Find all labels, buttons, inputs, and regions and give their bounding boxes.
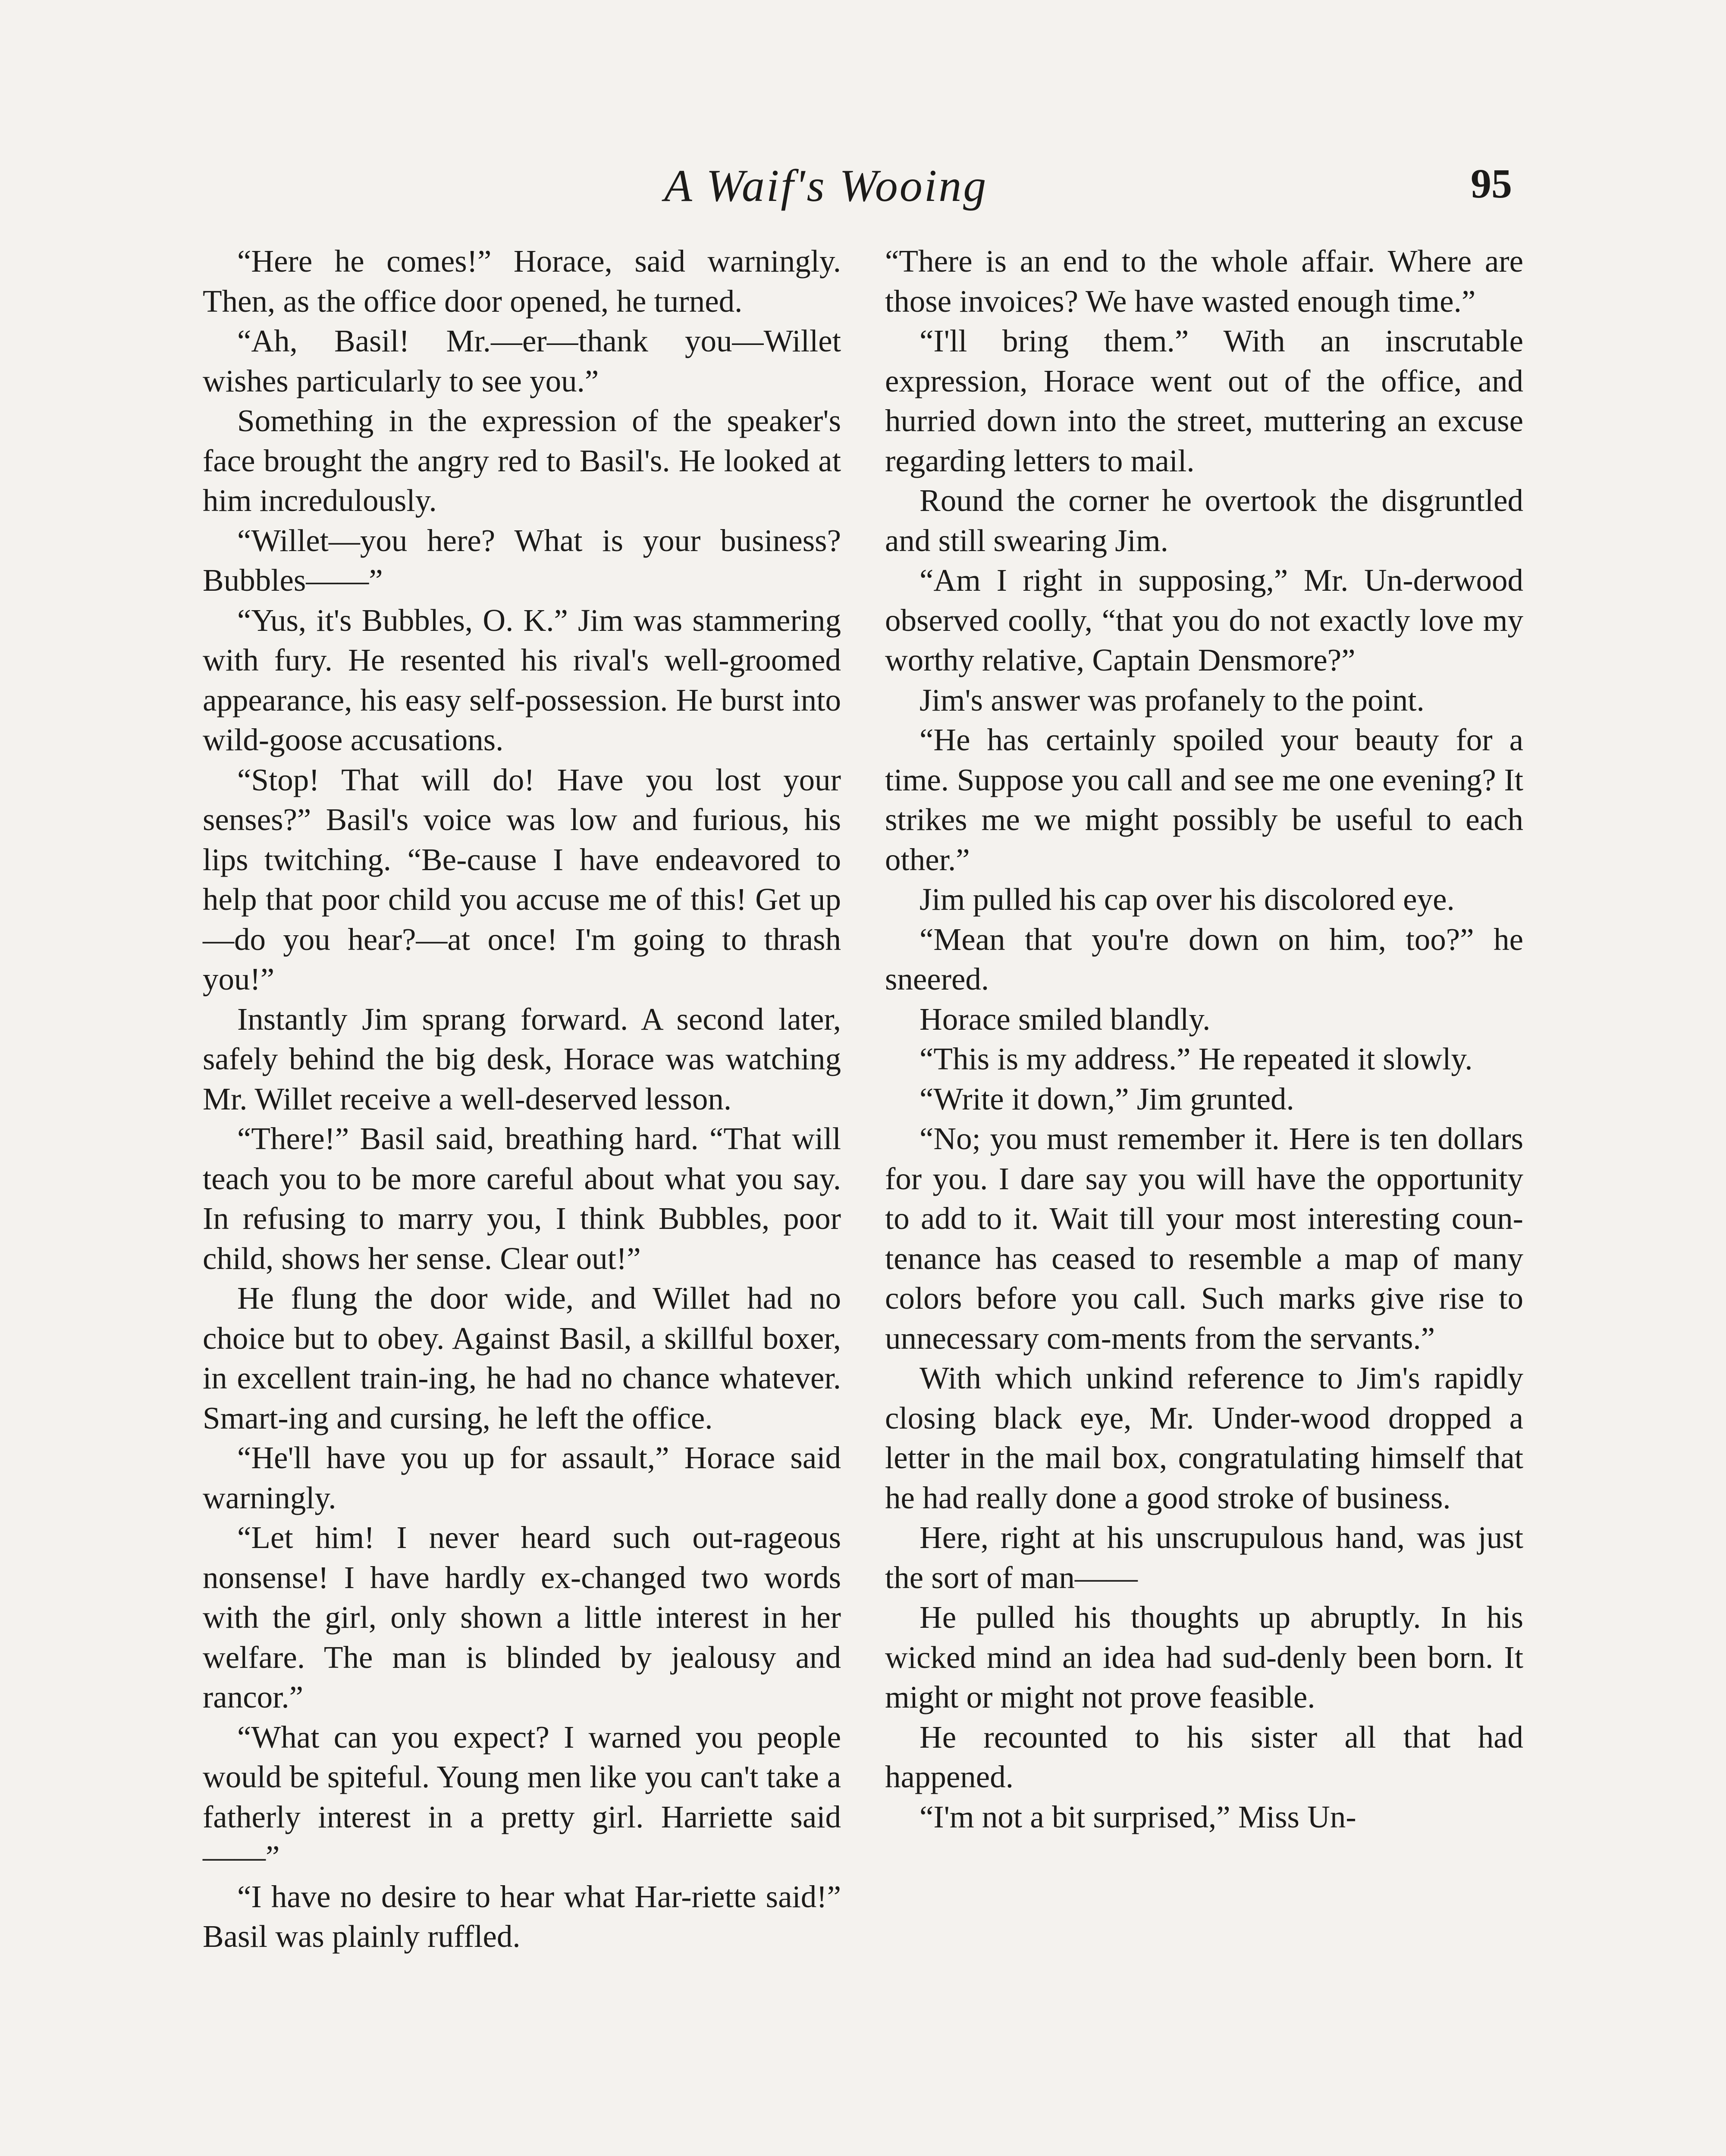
paragraph: “I'm not a bit surprised,” Miss Un- (919, 1799, 1356, 1834)
paragraph: Instantly Jim sprang forward. A second later, safely behind the big desk, Horace was watching Mr. Willet receive a well-deserved lesson. (203, 1001, 841, 1116)
paragraph: With which unkind reference to Jim's rapidly closing black eye, Mr. Under-wood dropped a letter in the mail box, congratulating himself that he had really done a good stroke of business. (885, 1360, 1523, 1515)
paragraph: Something in the expression of the speaker's face brought the angry red to Basil's. He looked at him incredulously. (203, 403, 841, 518)
paragraph: “No; you must remember it. Here is ten dollars for you. I dare say you will have the opportunity to add to it. Wait till your most interesting coun-tenance has ceased to resemble a map of many colors before you call. Such marks give rise to unnecessary com-ments from the servants.” (885, 1121, 1523, 1356)
page-title: A Waif's Wooing (664, 160, 988, 211)
paragraph: “Write it down,” Jim grunted. (919, 1081, 1294, 1116)
left-column (203, 241, 841, 1957)
paragraph: “I have no desire to hear what Har-riette said!” Basil was plainly ruffled. (203, 1879, 841, 1954)
paragraph: “Ah, Basil! Mr.—er—thank you—Willet wishes particularly to see you.” (203, 323, 841, 398)
paragraph: “Willet—you here? What is your business? Bubbles——” (203, 523, 841, 598)
paragraph: “Mean that you're down on him, too?” he sneered. (885, 921, 1523, 997)
paragraph: Jim's answer was profanely to the point. (919, 682, 1425, 718)
right-column (885, 241, 1523, 1837)
paragraph: He flung the door wide, and Willet had no choice but to obey. Against Basil, a skillful boxer, in excellent train-ing, he had no chance whatever. Smart-ing and cursing, he left the office. (203, 1281, 841, 1435)
paragraph: He recounted to his sister all that had happened. (885, 1719, 1523, 1794)
paragraph: Round the corner he overtook the disgruntled and still swearing Jim. (885, 483, 1523, 558)
paragraph: “Let him! I never heard such out-rageous nonsense! I have hardly ex-changed two words with the girl, only shown a little interest in her welfare. The man is blinded by jealousy and rancor.” (203, 1520, 841, 1714)
paragraph: “I'll bring them.” With an inscrutable expression, Horace went out of the office, and hurried down into the street, muttering an excuse regarding letters to mail. (885, 323, 1523, 478)
paragraph: Here, right at his unscrupulous hand, was just the sort of man—— (885, 1520, 1523, 1595)
paragraph: “Here he comes!” Horace, said warningly. Then, as the office door opened, he turned. (203, 244, 841, 319)
paragraph: “There!” Basil said, breathing hard. “That will teach you to be more careful about what you say. In refusing to marry you, I think Bubbles, poor child, shows her sense. Clear out!” (203, 1121, 841, 1276)
page-number: 95 (1471, 160, 1512, 207)
paragraph: “He has certainly spoiled your beauty for a time. Suppose you call and see me one evening? It strikes me we might possibly be useful to each other.” (885, 722, 1523, 877)
paragraph: He pulled his thoughts up abruptly. In his wicked mind an idea had sud-denly been born. It might or might not prove feasible. (885, 1600, 1523, 1714)
paragraph: “There is an end to the whole affair. Where are those invoices? We have wasted enough time.” (885, 244, 1523, 319)
paragraph: “Yus, it's Bubbles, O. K.” Jim was stammering with fury. He resented his rival's well-groomed appearance, his easy self-possession. He burst into wild-goose accusations. (203, 602, 841, 757)
paragraph: “Am I right in supposing,” Mr. Un-derwood observed coolly, “that you do not exactly love my worthy relative, Captain Densmore?” (885, 563, 1523, 677)
paragraph: “He'll have you up for assault,” Horace said warningly. (203, 1440, 841, 1515)
paragraph: “What can you expect? I warned you people would be spiteful. Young men like you can't take a fatherly interest in a pretty girl. Harriette said——” (203, 1719, 841, 1874)
running-header (0, 160, 1726, 216)
paragraph: Horace smiled blandly. (919, 1001, 1211, 1037)
paragraph: “This is my address.” He repeated it slowly. (919, 1041, 1473, 1076)
paragraph: “Stop! That will do! Have you lost your senses?” Basil's voice was low and furious, his lips twitching. “Be-cause I have endeavored to help that poor child you accuse me of this! Get up—do you hear?—at once! I'm going to thrash you!” (203, 762, 841, 997)
paragraph: Jim pulled his cap over his discolored eye. (919, 882, 1455, 917)
